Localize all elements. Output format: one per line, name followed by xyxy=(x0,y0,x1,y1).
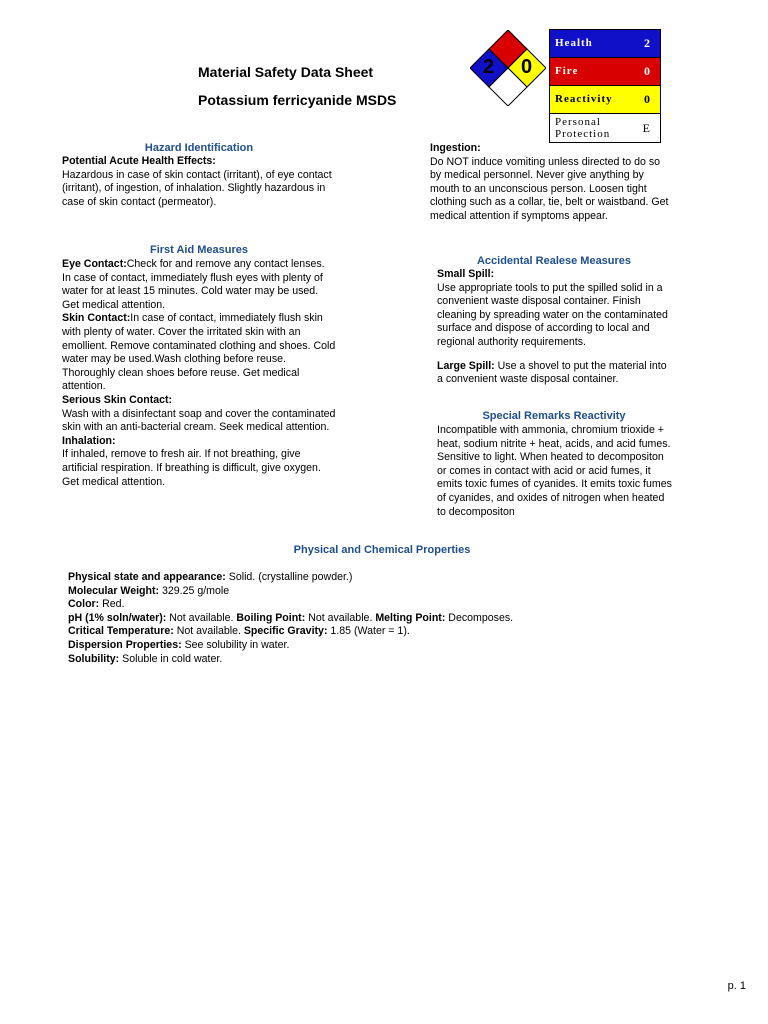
large-spill-label: Large Spill: xyxy=(437,359,495,372)
boiling-point-value: Not available. xyxy=(305,611,376,624)
specific-gravity-value: 1.85 (Water = 1). xyxy=(327,625,410,638)
eye-contact-label: Eye Contact: xyxy=(62,258,127,270)
dispersion-label: Dispersion Properties: xyxy=(68,638,182,651)
eye-contact-paragraph xyxy=(62,258,336,312)
personal-protection-value: E xyxy=(642,121,650,135)
hazard-row-health xyxy=(549,29,661,57)
small-spill-text: Use appropriate tools to put the spilled solid in a convenient waste disposal container. Finish cleaning by spreading water on the contaminated surface and dispose of according to local and regional authority requirements. xyxy=(437,281,668,348)
document-subtitle: Potassium ferricyanide MSDS xyxy=(198,92,397,108)
eye-contact-text: Check for and remove any contact lenses. In case of contact, immediately flush eyes with plenty of water for at least 15 minutes. Cold water may be used. Get medical attention. xyxy=(62,258,325,311)
hazard-row-reactivity xyxy=(549,85,661,113)
first-aid-heading: First Aid Measures xyxy=(149,244,248,256)
ingestion-section xyxy=(430,142,674,224)
color-line xyxy=(68,598,708,612)
reactivity-text: Incompatible with ammonia, chromium trioxide + heat, sodium nitrite + heat, acids, and acid fumes. Sensitive to light. When heated to decompositon or comes in contact with acid or acid fumes, it emits toxic fumes of cyanides. It emits toxic fumes of cyanides, and oxides of nitrogen when heated to decompositon xyxy=(437,424,672,518)
critical-temperature-label: Critical Temperature: xyxy=(68,625,174,638)
physical-state-value: Solid. (crystalline powder.) xyxy=(225,571,353,583)
large-spill-text: Use a shovel to put the material into a convenient waste disposal container. xyxy=(437,359,667,386)
diamond-health-value: 2 xyxy=(483,56,495,78)
solubility-line xyxy=(68,653,708,667)
color-label: Color: xyxy=(68,598,100,611)
page-number: p. 1 xyxy=(727,980,746,992)
diamond-flammability-value: 0 xyxy=(521,56,533,78)
hazard-label: Fire xyxy=(555,65,579,77)
critical-temp-line xyxy=(68,625,708,639)
small-spill-label: Small Spill: xyxy=(437,268,495,280)
melting-point-value: Decomposes. xyxy=(445,611,514,624)
physical-state-line xyxy=(68,571,708,585)
hazard-row-fire xyxy=(549,57,661,85)
solubility-label: Solubility: xyxy=(68,652,120,665)
acute-effects-label: Potential Acute Health Effects: xyxy=(62,155,216,167)
special-remarks-reactivity-section xyxy=(437,424,673,519)
melting-point-label: Melting Point: xyxy=(375,611,446,624)
accidental-release-heading: Accidental Realese Measures xyxy=(476,255,632,267)
protection-label: Protection xyxy=(555,128,611,140)
document-title: Material Safety Data Sheet xyxy=(198,64,374,80)
skin-contact-paragraph xyxy=(62,312,336,394)
ph-label: pH (1% soln/water): xyxy=(68,611,167,624)
physical-state-label: Physical state and appearance: xyxy=(68,571,226,583)
hazard-label: Reactivity xyxy=(555,93,613,105)
nfpa-diamond-graphic xyxy=(470,30,546,106)
first-aid-section xyxy=(62,258,336,489)
acute-effects-text: Hazardous in case of skin contact (irritant), of eye contact (irritant), of ingestion, of inhalation. Slightly hazardous in case of skin contact (permeator). xyxy=(62,168,332,208)
molecular-weight-label: Molecular Weight: xyxy=(68,584,160,597)
special-remarks-reactivity-heading: Special Remarks Reactivity xyxy=(482,410,626,422)
physical-properties-section xyxy=(68,571,708,666)
serious-skin-contact-text: Wash with a disinfectant soap and cover the contaminated skin with an anti-bacterial cream. Seek medical attention. xyxy=(62,407,336,434)
hazard-value: 2 xyxy=(644,36,650,50)
inhalation-text: If inhaled, remove to fresh air. If not breathing, give artificial respiration. If breathing is difficult, give oxygen. Get medical attention. xyxy=(62,448,321,488)
specific-gravity-label: Specific Gravity: xyxy=(243,625,328,638)
solubility-value: Soluble in cold water. xyxy=(119,652,223,665)
ingestion-label: Ingestion: xyxy=(430,142,481,154)
dispersion-line xyxy=(68,639,708,653)
inhalation-label: Inhalation: xyxy=(62,434,116,447)
skin-contact-label: Skin Contact: xyxy=(62,312,131,325)
hazard-identification-section xyxy=(62,155,336,209)
hazard-row-personal-protection xyxy=(549,113,661,143)
nfpa-diamond xyxy=(470,30,546,106)
ingestion-text: Do NOT induce vomiting unless directed to do so by medical personnel. Never give anything by mouth to an unconscious person. Loosen tight clothing such as a collar, tie, belt or waistband. Get medical attention if symptoms appear. xyxy=(430,155,669,222)
color-value: Red. xyxy=(99,598,125,611)
skin-contact-text: In case of contact, immediately flush skin with plenty of water. Cover the irritated skin with an emollient. Remove contaminated clothing and shoes. Cold water may be used.Wash clothing before reuse. Thoroughly clean shoes before reuse. Get medical attention. xyxy=(62,312,336,393)
hazard-label: Health xyxy=(555,37,593,49)
physical-properties-heading: Physical and Chemical Properties xyxy=(293,544,471,556)
critical-temperature-value: Not available. xyxy=(173,625,244,638)
hazard-value: 0 xyxy=(644,64,650,78)
personal-label: Personal xyxy=(555,116,601,128)
molecular-weight-line xyxy=(68,585,708,599)
ph-value: Not available. xyxy=(166,611,237,624)
large-spill-paragraph xyxy=(437,360,673,387)
hazard-value: 0 xyxy=(644,92,650,106)
serious-skin-contact-label: Serious Skin Contact: xyxy=(62,393,173,406)
hazard-rating-table xyxy=(549,29,661,143)
hazard-identification-heading: Hazard Identification xyxy=(144,142,254,154)
ph-bp-mp-line xyxy=(68,612,708,626)
personal-protection-label xyxy=(555,116,610,140)
boiling-point-label: Boiling Point: xyxy=(236,611,306,624)
accidental-release-section xyxy=(437,268,673,387)
molecular-weight-value: 329.25 g/mole xyxy=(159,584,230,597)
dispersion-value: See solubility in water. xyxy=(181,638,290,651)
